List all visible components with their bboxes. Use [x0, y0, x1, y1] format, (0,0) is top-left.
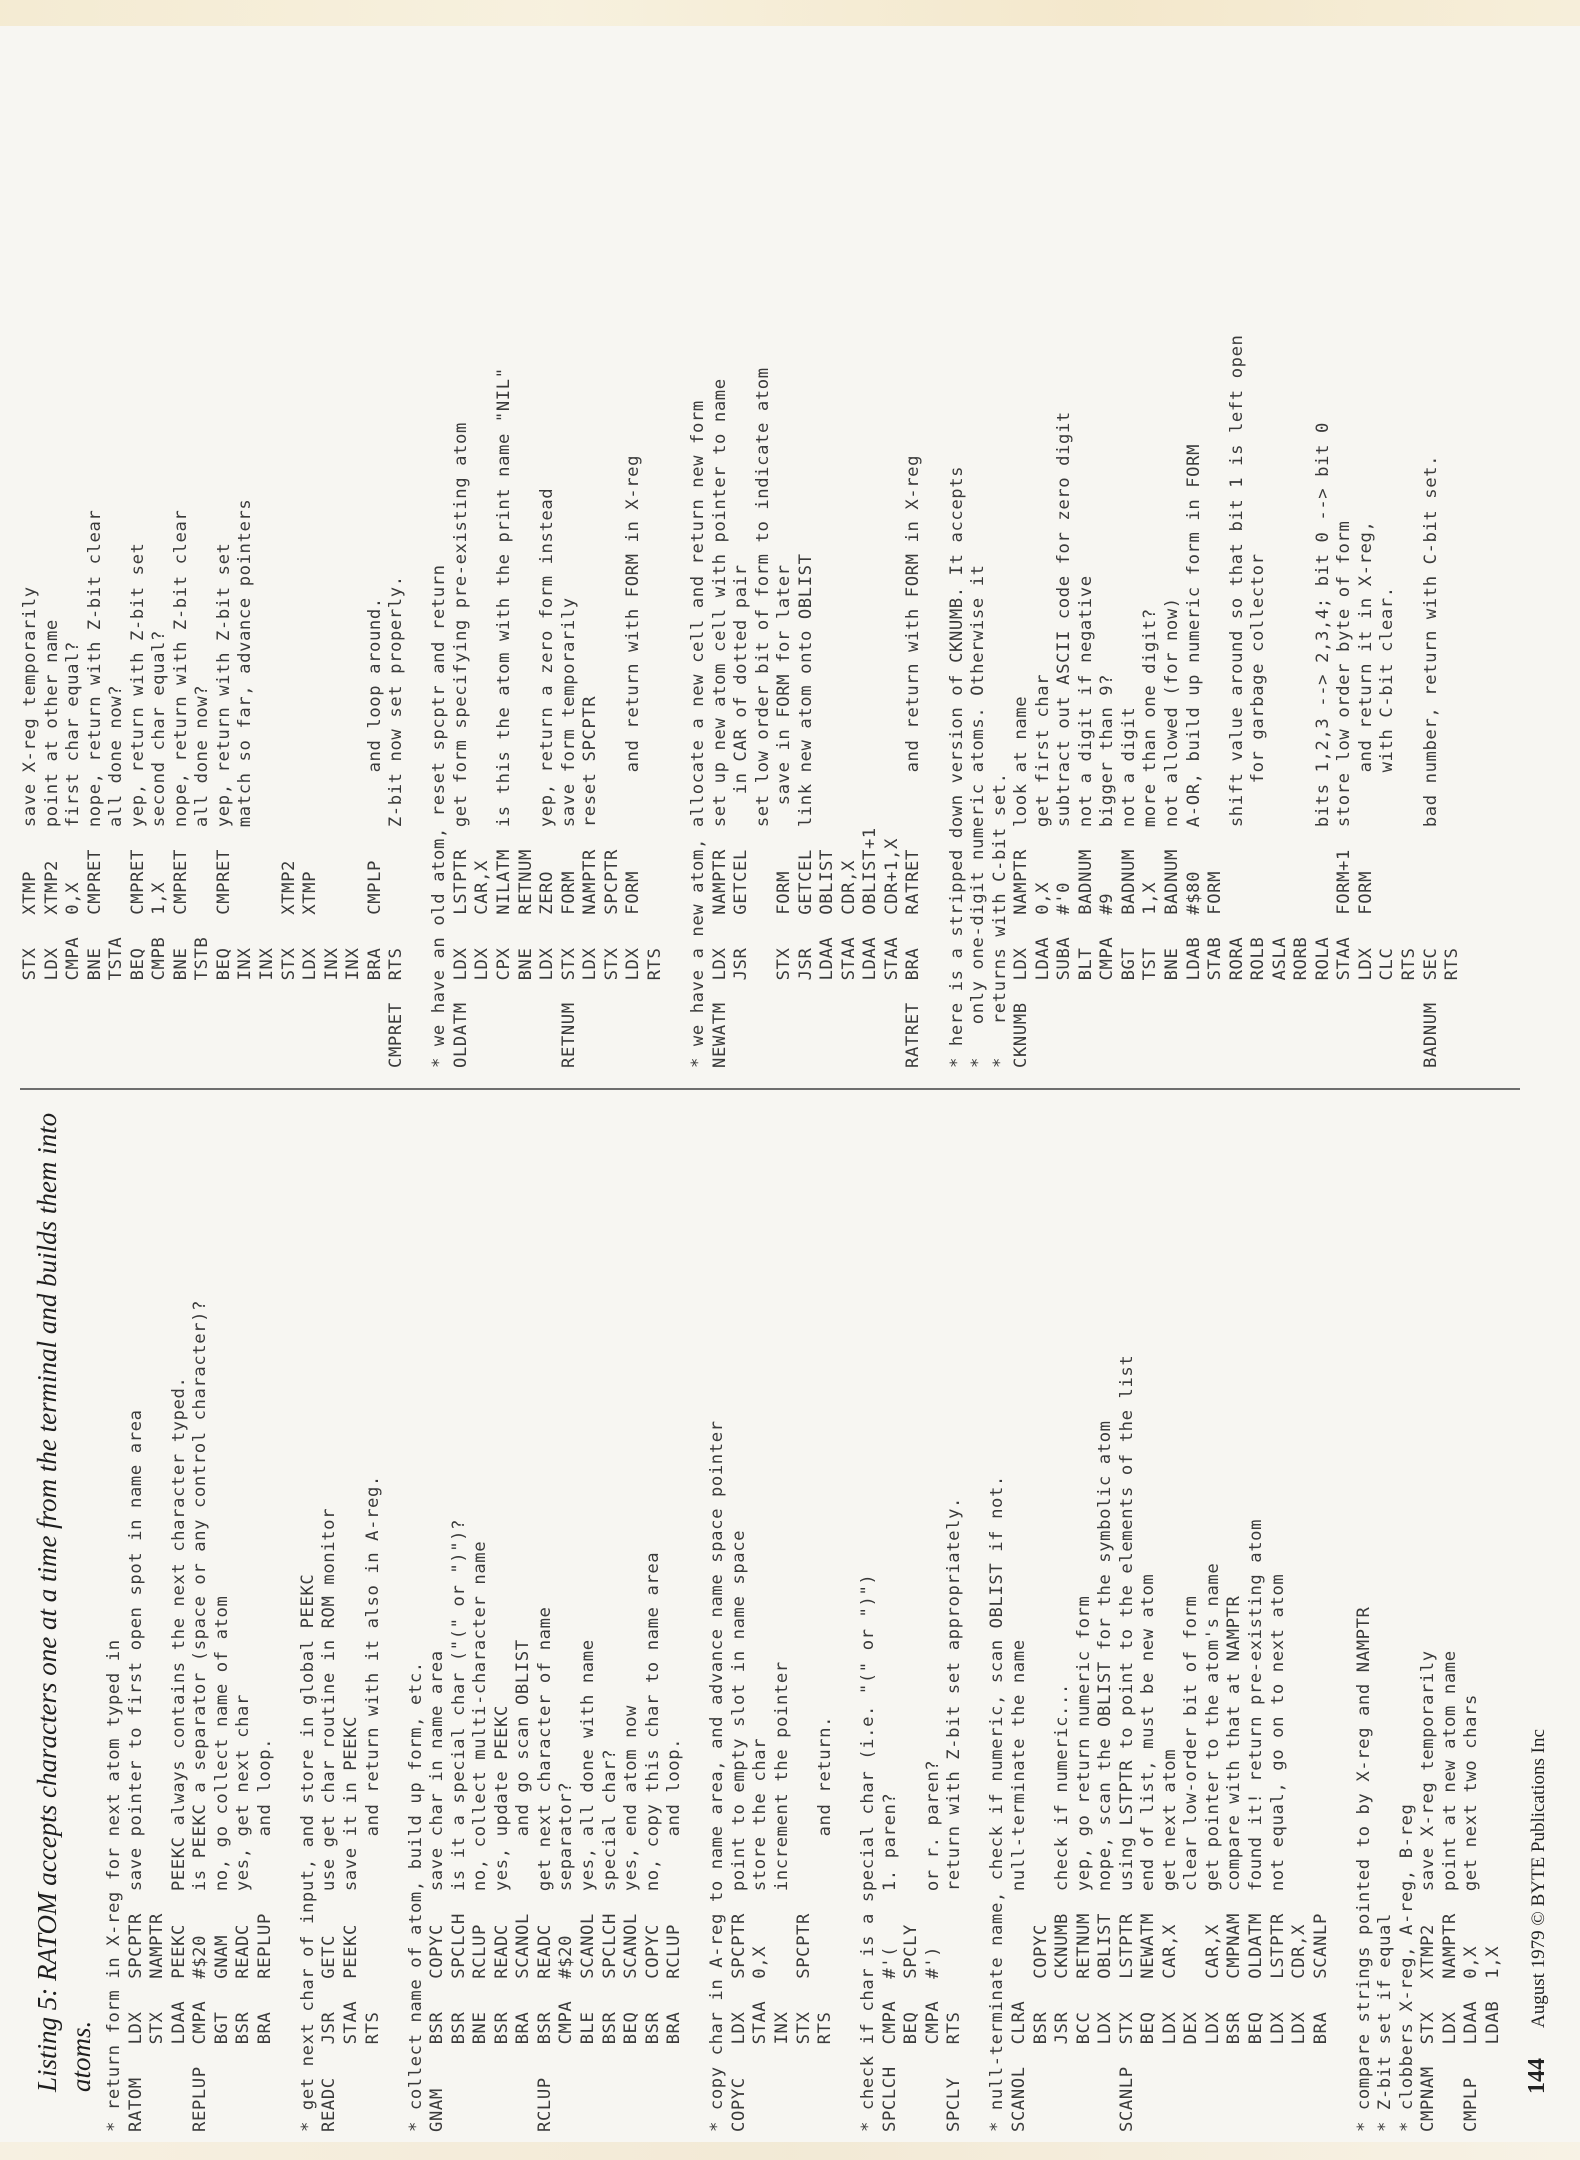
- code-line: CMPA #9 bigger than 9?: [1097, 673, 1118, 1068]
- code-line: CMPLP LDAA 0,X get next two chars: [1461, 1694, 1482, 2132]
- code-line: RTS: [1442, 947, 1463, 1068]
- code-line: BNE BADNUM not allowed (for now): [1161, 597, 1182, 1068]
- code-line: BSR SPCLCH is it a special char ("(" or ")")?: [448, 1518, 469, 2132]
- code-line: BEQ CMPRET yep, return with Z-bit set: [213, 542, 234, 1068]
- code-line: [966, 1300, 988, 2132]
- code-line: STAA CDR,X: [838, 859, 859, 1068]
- code-line: INX: [321, 947, 342, 1068]
- code-line: LDAA OBLIST+1: [860, 827, 881, 1068]
- code-line: SPCLCH CMPA #'( 1. paren?: [879, 1792, 900, 2132]
- code-line: CKNUMB LDX NAMPTR look at name: [1011, 695, 1032, 1068]
- code-line: ROLB for garbage collector: [1248, 553, 1269, 1068]
- code-line: set low order bit of form to indicate atom: [752, 367, 773, 1068]
- code-line: RCLUP BSR READC get next character of name: [534, 1606, 555, 2132]
- code-line: * we have an old atom, reset spcptr and return: [429, 564, 450, 1068]
- code-line: * null-terminate name, check if numeric, scan OBLIST if not.: [987, 1475, 1008, 2132]
- code-line: DEX clear low-order bit of form: [1181, 1595, 1202, 2132]
- code-line: BGT GNAM no, go collect name of atom: [211, 1595, 232, 2132]
- code-line: LDX CAR,X get next atom: [1159, 1748, 1180, 2132]
- code-line: LDX CDR,X: [1289, 1923, 1310, 2132]
- code-line: STAA FORM+1 store low order byte of form: [1334, 520, 1355, 1068]
- code-line: BLE SCANOL yes, all done with name: [578, 1639, 599, 2132]
- code-line: BEQ OLDATM found it! return pre-existing atom: [1245, 1518, 1266, 2132]
- code-line: COPYC LDX SPCPTR point to empty slot in name space: [728, 1529, 749, 2132]
- code-line: READC JSR GETC use get char routine in ROM monitor: [319, 1507, 340, 2132]
- code-line: STX XTMP2: [278, 859, 299, 1068]
- code-line: NEWATM LDX NAMPTR set up new atom cell with pointer to name: [709, 378, 730, 1068]
- code-line: LDX CAR,X: [472, 859, 493, 1068]
- code-line: LDAA 0,X get first char: [1032, 673, 1053, 1068]
- code-line: [384, 1300, 406, 2132]
- code-line: LDAA PEEKC PEEKC always contains the next character typed.: [168, 1376, 189, 2132]
- code-line: BNE RCLUP no, collect multi-character name: [470, 1540, 491, 2132]
- code-line: RETNUM STX FORM save form temporarily: [558, 597, 579, 1068]
- code-line: STX XTMP save X-reg temporarily: [20, 586, 40, 1068]
- code-line: * compare strings pointed to by X-reg and NAMPTR: [1353, 1606, 1374, 2132]
- code-line: LDAB #$80 A-OR, build up numeric form in FORM: [1183, 443, 1204, 1068]
- code-line: * clobbers X-reg, A-reg, B-reg: [1396, 1803, 1417, 2132]
- code-line: JSR GETCEL in CAR of dotted pair: [731, 564, 752, 1068]
- code-line: RTS and return with it also in A-reg.: [362, 1475, 383, 2132]
- code-line: * return form in X-reg for next atom typed in: [104, 1639, 124, 2132]
- code-line: * we have a new atom, allocate a new cell and return new form: [687, 400, 708, 1068]
- code-line: RORB: [1291, 936, 1312, 1068]
- code-line: STAA PEEKC save it in PEEKC: [341, 1715, 362, 2132]
- code-line: CPX NILATM is this the atom with the print name "NIL": [494, 367, 515, 1068]
- code-line: * here is a stripped down version of CKNUMB. It accepts: [946, 465, 967, 1068]
- code-line: BSR SPCLCH special char?: [599, 1748, 620, 2132]
- code-line: STX SPCPTR: [793, 1913, 814, 2132]
- code-line: [837, 1300, 859, 2132]
- code-line: LDAB 1,X: [1483, 1945, 1503, 2132]
- code-line: * check if char is a special char (i.e. "(" or ")"): [858, 1573, 879, 2132]
- column-divider: [20, 1089, 1520, 1091]
- code-line: REPLUP CMPA #$20 is PEEKC a separator (space or any control character)?: [190, 1299, 211, 2132]
- code-line: RTS: [644, 947, 665, 1068]
- code-line: [686, 1300, 708, 2132]
- code-line: RATRET BRA RATRET and return with FORM in X-reg: [903, 454, 924, 1068]
- code-line: BSR COPYC no, copy this char to name area: [642, 1551, 663, 2132]
- code-line: CMPRET RTS Z-bit now set properly.: [386, 575, 407, 1068]
- code-line: [276, 1300, 298, 2132]
- page-number: 144: [1524, 2058, 1550, 2094]
- code-line: BRA CMPLP and loop around.: [364, 597, 385, 1068]
- code-line: SCANLP STX LSTPTR using LSTPTR to point to the elements of the list: [1116, 1354, 1137, 2132]
- code-line: BEQ CMPRET yep, return with Z-bit set: [127, 542, 148, 1068]
- code-line: CMPNAM STX XTMP2 save X-reg temporarily: [1418, 1650, 1439, 2132]
- code-line: ROLA bits 1,2,3 --> 2,3,4; bit 0 --> bit 0: [1312, 422, 1333, 1068]
- code-line: [925, 335, 947, 1069]
- code-line: BNE CMPRET nope, return with Z-bit clear: [84, 509, 105, 1068]
- code-line: BSR CMPNAM compare with that at NAMPTR: [1224, 1595, 1245, 2132]
- code-line: STAA CDR+1,X: [881, 838, 902, 1068]
- code-line: CLC with C-bit clear.: [1377, 586, 1398, 1068]
- code-line: LDX XTMP: [300, 870, 321, 1068]
- listing-left-column: [104, 1300, 1505, 2132]
- code-line: * collect name of atom, build up form, etc.: [405, 1661, 426, 2132]
- code-line: * returns with C-bit set.: [989, 772, 1010, 1068]
- copyright-line: August 1979 © BYTE Publications Inc: [1528, 1729, 1549, 2028]
- code-line: LDX CAR,X get pointer to the atom's name: [1202, 1562, 1223, 2132]
- code-line: BGT BADNUM not a digit: [1118, 706, 1139, 1068]
- code-line: [1332, 1300, 1354, 2132]
- code-line: INX: [343, 947, 364, 1068]
- code-line: BSR READC yes, update PEEKC: [491, 1705, 512, 2132]
- code-line: LDX NAMPTR reset SPCPTR: [580, 695, 601, 1068]
- code-line: LDX FORM and return with FORM in X-reg: [623, 454, 644, 1068]
- code-line: [408, 335, 430, 1069]
- code-line: BSR READC yes, get next char: [233, 1694, 254, 2132]
- code-line: * copy char in A-reg to name area, and advance name space pointer: [707, 1420, 728, 2132]
- code-line: BNE CMPRET nope, return with Z-bit clear: [170, 509, 191, 1068]
- code-line: BRA SCANOL and go scan OBLIST: [513, 1639, 534, 2132]
- code-line: * get next char of input, and store in global PEEKC: [297, 1573, 318, 2132]
- code-line: RTS: [1399, 947, 1419, 1068]
- code-line: BEQ NEWATM end of list, must be new atom: [1138, 1573, 1159, 2132]
- code-line: TSTA all done now?: [106, 684, 127, 1068]
- code-line: RATOM LDX SPCPTR save pointer to first open spot in name area: [125, 1409, 146, 2132]
- code-line: RORA shift value around so that bit 1 is left open: [1226, 334, 1247, 1068]
- code-line: BSR COPYC: [1030, 1923, 1051, 2132]
- code-line: LDX NAMPTR point at new atom name: [1439, 1650, 1460, 2132]
- code-line: GNAM BSR COPYC save char in name area: [427, 1650, 448, 2132]
- code-line: SPCLY RTS return with Z-bit set appropriately.: [944, 1497, 965, 2132]
- code-line: SUBA #'0 subtract out ASCII code for zero digit: [1054, 411, 1075, 1068]
- code-line: JSR CKNUMB check if numeric...: [1052, 1683, 1073, 2132]
- code-line: TST 1,X more than one digit?: [1140, 608, 1161, 1068]
- code-line: BRA SCANLP: [1310, 1913, 1331, 2132]
- code-line: CMPB 1,X second char equal?: [149, 630, 170, 1068]
- code-line: CMPA #$20 separator?: [556, 1781, 577, 2132]
- code-line: LDX FORM and return it in X-reg,: [1355, 520, 1376, 1068]
- code-line: ASLA: [1269, 936, 1290, 1068]
- code-line: BEQ SPCLY: [901, 1923, 922, 2132]
- code-line: BEQ SCANOL yes, end atom now: [621, 1705, 642, 2132]
- listing-caption: Listing 5: RATOM accepts characters one at a time from the terminal and builds them into atoms.: [32, 1112, 96, 2092]
- code-line: STX FORM save in FORM for later: [774, 564, 795, 1068]
- code-line: BNE RETNUM: [515, 849, 536, 1068]
- code-line: BADNUM SEC bad number, return with C-bit set.: [1420, 454, 1441, 1068]
- code-line: BLT BADNUM not a digit if negative: [1075, 575, 1096, 1068]
- code-line: SCANOL CLRA null-terminate the name: [1008, 1639, 1029, 2132]
- code-line: BRA REPLUP and loop.: [254, 1737, 275, 2132]
- code-line: * only one-digit numeric atoms. Otherwise it: [968, 564, 989, 1068]
- code-line: STX SPCPTR: [601, 849, 622, 1068]
- page-footer: [1524, 1729, 1551, 2094]
- code-line: [666, 335, 688, 1069]
- code-line: STAB FORM: [1205, 870, 1226, 1068]
- code-line: RTS and return.: [815, 1715, 836, 2132]
- code-line: STAA 0,X store the char: [750, 1737, 771, 2132]
- code-line: STX NAMPTR: [147, 1913, 168, 2132]
- code-line: TSTB all done now?: [192, 684, 213, 1068]
- code-line: LDX LSTPTR not equal, go on to next atom: [1267, 1573, 1288, 2132]
- code-line: LDX OBLIST nope, scan the OBLIST for the symbolic atom: [1095, 1420, 1116, 2132]
- code-line: BCC RETNUM yep, go return numeric form: [1073, 1595, 1094, 2132]
- listing-right-column: [20, 335, 1464, 1069]
- code-line: INX increment the pointer: [771, 1661, 792, 2132]
- code-line: LDAA OBLIST: [817, 849, 838, 1068]
- code-line: CMPA 0,X first char equal?: [63, 641, 84, 1068]
- code-line: OLDATM LDX LSTPTR get form specifying pre-existing atom: [450, 422, 471, 1068]
- code-line: INX: [257, 947, 278, 1068]
- code-line: LDX ZERO yep, return a zero form instead: [537, 487, 558, 1068]
- code-line: CMPA #') or r. paren?: [922, 1759, 943, 2132]
- code-line: LDX XTMP2 point at other name: [41, 619, 62, 1068]
- code-line: BRA RCLUP and loop.: [664, 1737, 685, 2132]
- code-line: * Z-bit set if equal: [1375, 1913, 1396, 2132]
- code-line: JSR GETCEL link new atom onto OBLIST: [795, 553, 816, 1068]
- code-line: INX match so far, advance pointers: [235, 498, 256, 1068]
